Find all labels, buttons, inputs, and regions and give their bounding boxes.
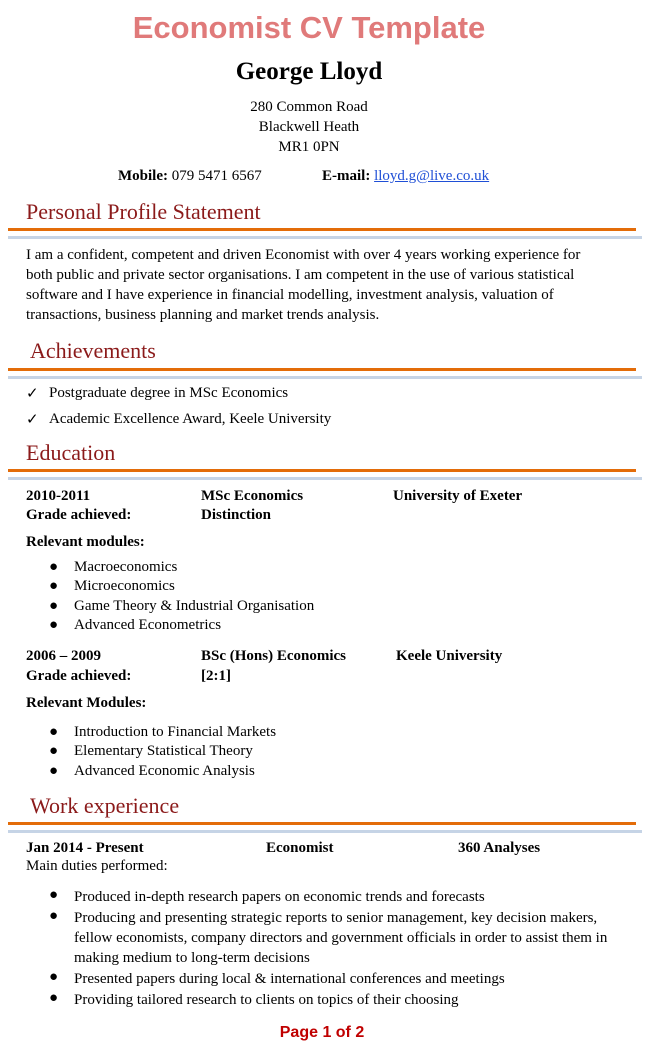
section-divider	[8, 469, 636, 472]
mobile-number: 079 5471 6567	[171, 168, 262, 184]
bullet-icon: ●	[49, 887, 59, 903]
duty-item: Producing and presenting strategic reports to senior management, key decision makers, fellow economists, company directors and government officials in order to assist them in making medium to long-term decisions	[74, 910, 608, 966]
work-role: Economist	[266, 840, 334, 856]
duty-item: Providing tailored research to clients on topics of their choosing	[74, 992, 459, 1008]
module-item: Elementary Statistical Theory	[74, 743, 253, 759]
email-link[interactable]: lloyd.g@live.co.uk	[374, 168, 490, 184]
bullet-icon: ●	[49, 908, 59, 924]
mobile-contact	[118, 168, 262, 185]
address-line-3: MR1 0PN	[278, 139, 340, 155]
work-company: 360 Analyses	[458, 840, 541, 856]
duties-label: Main duties performed:	[26, 858, 168, 874]
bullet-icon: ●	[49, 559, 59, 575]
bullet-icon: ●	[49, 763, 59, 779]
grade-label: Grade achieved:	[26, 507, 132, 523]
bullet-icon: ●	[49, 990, 59, 1006]
candidate-name: George Lloyd	[235, 58, 383, 85]
bullet-icon: ●	[49, 743, 59, 759]
module-item: Game Theory & Industrial Organisation	[74, 598, 315, 614]
education-dates: 2010-2011	[26, 488, 91, 504]
address-line-1: 280 Common Road	[250, 99, 368, 115]
module-item: Advanced Econometrics	[74, 617, 222, 633]
section-divider	[8, 477, 642, 480]
module-item: Microeconomics	[74, 578, 175, 594]
section-divider	[8, 376, 642, 379]
email-label: E-mail:	[322, 168, 371, 184]
checkmark-icon: ✓	[26, 412, 39, 428]
address-line-2: Blackwell Heath	[258, 119, 360, 135]
grade-label: Grade achieved:	[26, 668, 132, 684]
module-item: Advanced Economic Analysis	[74, 763, 255, 779]
bullet-icon: ●	[49, 724, 59, 740]
achievement-item: Postgraduate degree in MSc Economics	[49, 385, 289, 401]
achievement-item: Academic Excellence Award, Keele University	[49, 411, 332, 427]
section-title-education: Education	[26, 440, 116, 465]
section-title-profile: Personal Profile Statement	[26, 199, 261, 224]
duty-item: Presented papers during local & international conferences and meetings	[74, 971, 505, 987]
module-item: Introduction to Financial Markets	[74, 724, 277, 740]
section-divider	[8, 822, 636, 825]
duty-item: Produced in-depth research papers on economic trends and forecasts	[74, 889, 485, 905]
education-institution: University of Exeter	[393, 488, 523, 504]
education-degree: MSc Economics	[201, 488, 304, 504]
section-title-work: Work experience	[30, 793, 180, 818]
education-degree: BSc (Hons) Economics	[201, 648, 347, 664]
checkmark-icon: ✓	[26, 386, 39, 402]
page-number: Page 1 of 2	[279, 1024, 365, 1041]
section-divider	[8, 228, 636, 231]
modules-label: Relevant modules:	[26, 534, 145, 550]
bullet-icon: ●	[49, 969, 59, 985]
document-title: Economist CV Template	[132, 10, 486, 45]
education-dates: 2006 – 2009	[26, 648, 101, 664]
email-contact	[322, 168, 489, 185]
bullet-icon: ●	[49, 598, 59, 614]
bullet-icon: ●	[49, 578, 59, 594]
profile-text: I am a confident, competent and driven Economist with over 4 years working experience for both public and private sector organisations. I am competent in the use of various statistical software and I have experience in financial modelling, investment analysis, valuation of transactions, business planning and market trends analysis.	[26, 247, 581, 323]
mobile-label: Mobile:	[118, 168, 168, 184]
grade-value: [2:1]	[201, 668, 231, 684]
section-divider	[8, 368, 636, 371]
education-institution: Keele University	[396, 648, 503, 664]
section-divider	[8, 236, 642, 239]
grade-value: Distinction	[201, 507, 272, 523]
section-title-achievements: Achievements	[30, 338, 156, 363]
bullet-icon: ●	[49, 617, 59, 633]
section-divider	[8, 830, 642, 833]
work-dates: Jan 2014 - Present	[26, 840, 144, 856]
module-item: Macroeconomics	[74, 559, 178, 575]
modules-label: Relevant Modules:	[26, 695, 147, 711]
